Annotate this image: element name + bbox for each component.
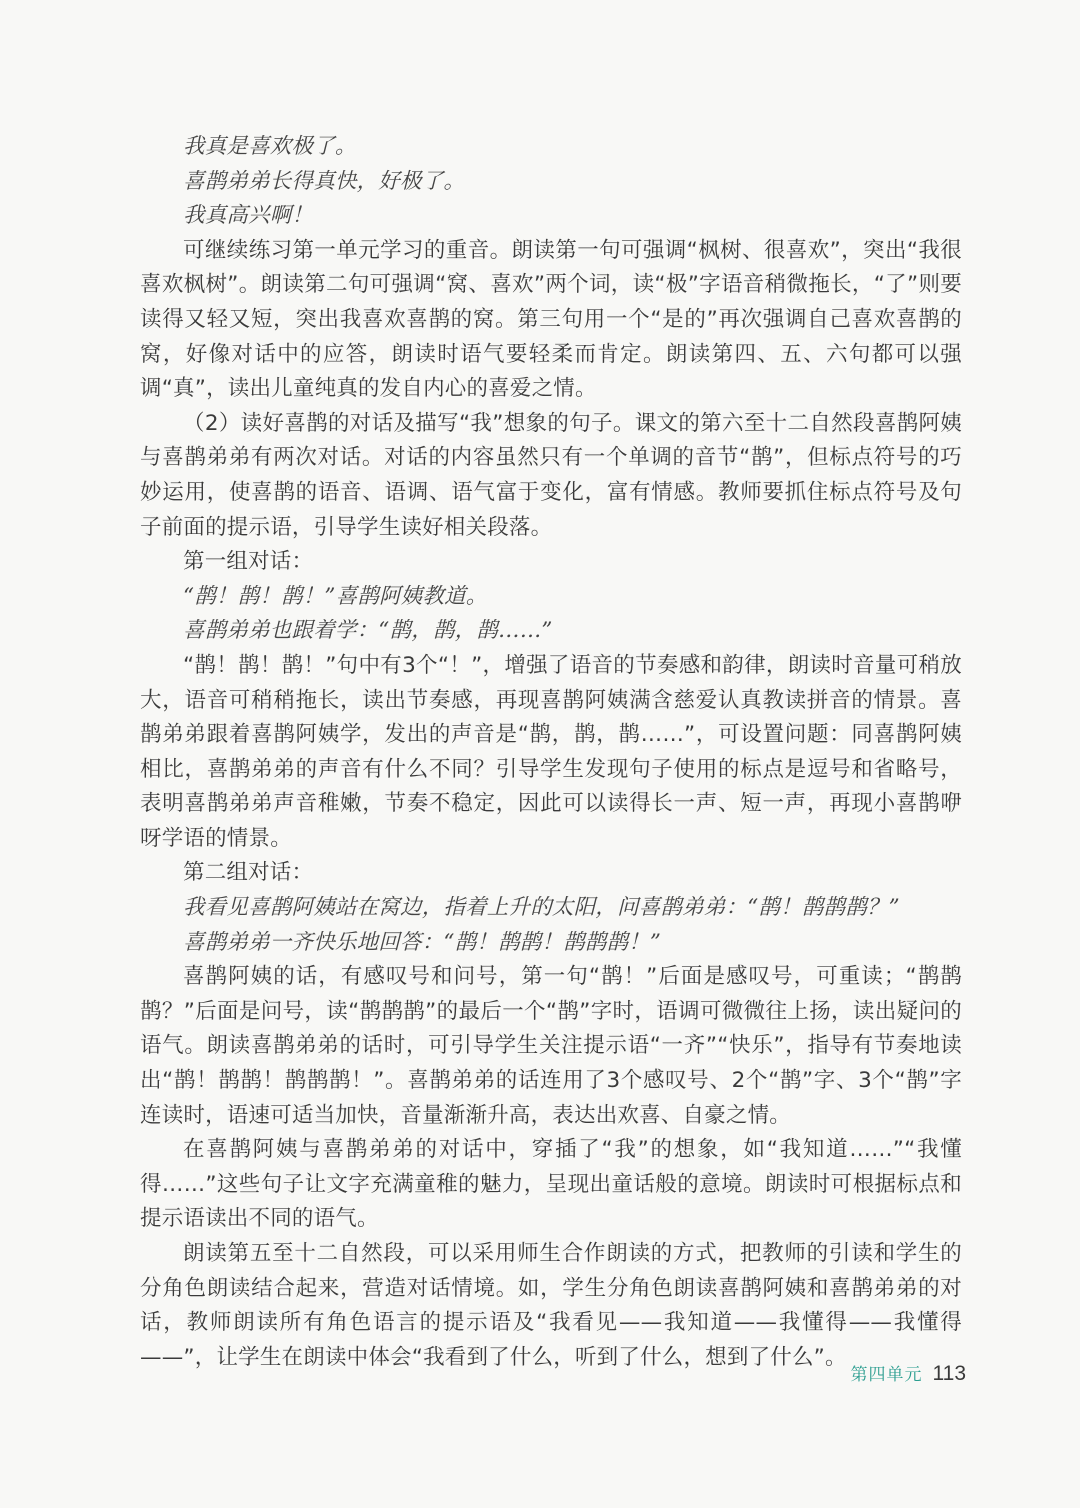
page-footer <box>851 1360 966 1390</box>
body-paragraph: 在喜鹊阿姨与喜鹊弟弟的对话中，穿插了“我”的想象，如“我知道……”“我懂得……”这些句子让文字充满童稚的魅力，呈现出童话般的意境。朗读时可根据标点和提示语读出不同的语气。 <box>140 1137 962 1232</box>
page-number: 113 <box>932 1362 966 1385</box>
body-paragraph: 朗读第五至十二自然段，可以采用师生合作朗读的方式，把教师的引读和学生的分角色朗读结合起来，营造对话情境。如，学生分角色朗读喜鹊阿姨和喜鹊弟弟的对话，教师朗读所有角色语言的提示语及“我看见——我知道——我懂得——我懂得——”，让学生在朗读中体会“我看到了什么，听到了什么，想到了什么”。 <box>140 1241 962 1370</box>
unit-label: 第四单元 <box>850 1365 923 1385</box>
quote-line: 我真高兴啊！ <box>183 203 314 229</box>
body-paragraph: （2）读好喜鹊的对话及描写“我”想象的句子。课文的第六至十二自然段喜鹊阿姨与喜鹊弟弟有两次对话。对话的内容虽然只有一个单调的音节“鹊”，但标点符号的巧妙运用，使喜鹊的语音、语调、语气富于变化，富有情感。教师要抓住标点符号及句子前面的提示语，引导学生读好相关段落。 <box>140 410 962 540</box>
body-paragraph: 第一组对话： <box>183 549 314 575</box>
page-body <box>140 130 962 1375</box>
quote-line: 喜鹊弟弟也跟着学：“鹊，鹊，鹊……” <box>183 618 553 644</box>
body-paragraph: “鹊！鹊！鹊！”句中有3个“！”，增强了语音的节奏感和韵律，朗读时音量可稍放大，语音可稍稍拖长，读出节奏感，再现喜鹊阿姨满含慈爱认真教读拼音的情景。喜鹊弟弟跟着喜鹊阿姨学，发出的声音是“鹊，鹊，鹊……”，可设置问题：同喜鹊阿姨相比，喜鹊弟弟的声音有什么不同？引导学生发现句子使用的标点是逗号和省略号，表明喜鹊弟弟声音稚嫩，节奏不稳定，因此可以读得长一声、短一声，再现小喜鹊咿呀学语的情景。 <box>140 652 962 851</box>
quote-line: 我真是喜欢极了。 <box>183 134 357 159</box>
body-paragraph: 第二组对话： <box>183 860 314 886</box>
quote-line: “鹊！鹊！鹊！”喜鹊阿姨教道。 <box>183 583 488 609</box>
body-paragraph: 喜鹊阿姨的话，有感叹号和问号，第一句“鹊！”后面是感叹号，可重读；“鹊鹊鹊？”后面是问号，读“鹊鹊鹊”的最后一个“鹊”字时，语调可微微往上扬，读出疑问的语气。朗读喜鹊弟弟的话时，可引导学生关注提示语“一齐”“快乐”，指导有节奏地读出“鹊！鹊鹊！鹊鹊鹊！”。喜鹊弟弟的话连用了3个感叹号、2个“鹊”字、3个“鹊”字连读时，语速可适当加快，音量渐渐升高，表达出欢喜、自豪之情。 <box>140 964 962 1128</box>
quote-line: 喜鹊弟弟长得真快，好极了。 <box>183 168 466 194</box>
quote-line: 我看见喜鹊阿姨站在窝边，指着上升的太阳，问喜鹊弟弟：“鹊！鹊鹊鹊？” <box>183 895 900 921</box>
quote-line: 喜鹊弟弟一齐快乐地回答：“鹊！鹊鹊！鹊鹊鹊！” <box>183 929 662 955</box>
body-paragraph: 可继续练习第一单元学习的重音。朗读第一句可强调“枫树、很喜欢”，突出“我很喜欢枫树”。朗读第二句可强调“窝、喜欢”两个词，读“极”字语音稍微拖长，“了”则要读得又轻又短，突出我喜欢喜鹊的窝。第三句用一个“是的”再次强调自己喜欢喜鹊的窝，好像对话中的应答，朗读时语气要轻柔而肯定。朗读第四、五、六句都可以强调“真”，读出儿童纯真的发自内心的喜爱之情。 <box>140 237 962 402</box>
